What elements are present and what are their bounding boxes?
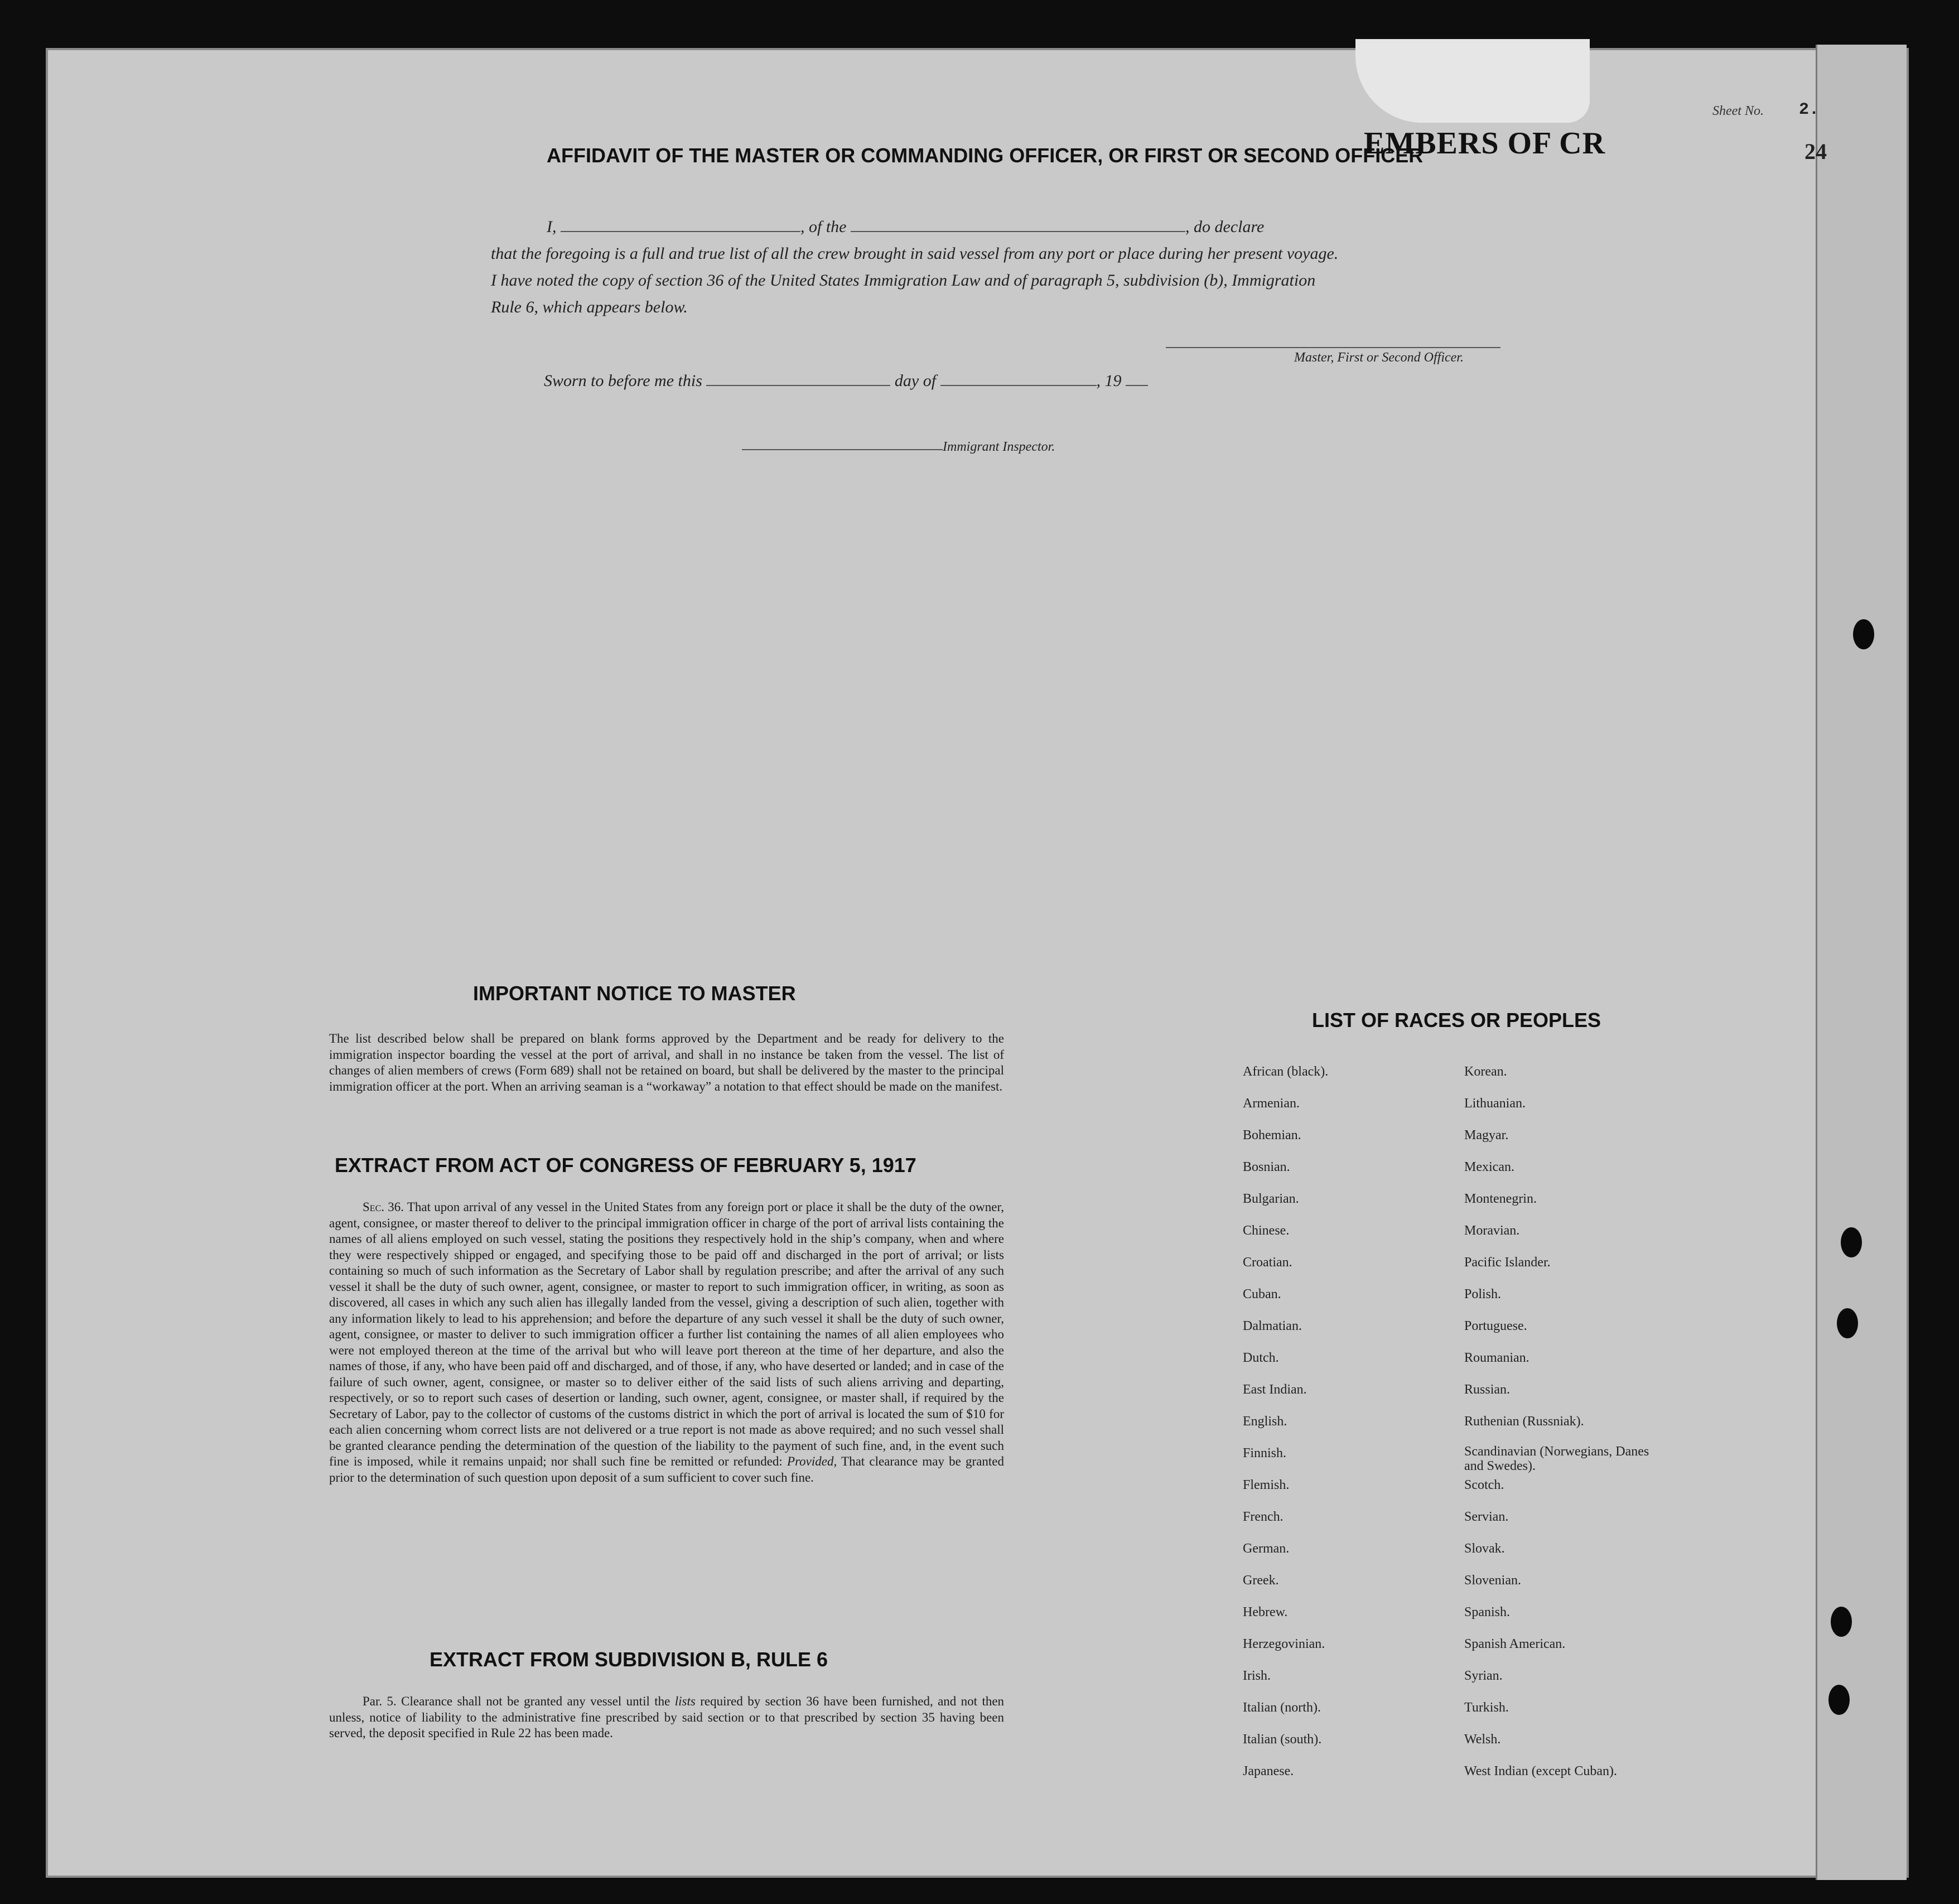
race-item: Scandinavian (Norwegians, Danes and Swedes). (1464, 1444, 1649, 1473)
extract-provided: Provided, (787, 1454, 837, 1468)
race-item: Greek. (1243, 1573, 1279, 1588)
race-item: English. (1243, 1414, 1287, 1429)
punch-hole (1831, 1607, 1852, 1637)
page-number: 24 (1804, 139, 1827, 164)
manifest-sheet (46, 48, 1909, 1878)
race-item: Polish. (1464, 1287, 1502, 1302)
underlying-sheet-edge (1816, 45, 1907, 1880)
affidavit-declaration-line (547, 218, 1264, 237)
extract-title: EXTRACT FROM ACT OF CONGRESS OF FEBRUARY 5, 1917 (335, 1154, 916, 1177)
race-item: African (black). (1243, 1064, 1329, 1079)
race-item: Japanese. (1243, 1764, 1294, 1778)
master-signature-caption: Master, First or Second Officer. (1294, 350, 1464, 365)
extract-body-end: That clearance may be granted prior to the determination of such question upon deposit of a sum sufficient to cover such fine. (329, 1454, 1005, 1484)
race-item: Moravian. (1464, 1223, 1520, 1238)
master-signature-line[interactable] (1166, 347, 1500, 348)
race-item: Chinese. (1243, 1223, 1290, 1238)
race-item: Bulgarian. (1243, 1192, 1299, 1206)
race-item: Irish. (1243, 1669, 1271, 1683)
race-item: French. (1243, 1510, 1284, 1524)
race-item: Korean. (1464, 1064, 1507, 1079)
race-item: Welsh. (1464, 1732, 1501, 1747)
affidavit-of-the-label: , of the (800, 218, 847, 236)
race-item: Italian (north). (1243, 1700, 1321, 1715)
race-item: Slovak. (1464, 1541, 1505, 1556)
race-item: Syrian. (1464, 1669, 1503, 1683)
race-item: Scotch. (1464, 1478, 1504, 1492)
affidavit-title: AFFIDAVIT OF THE MASTER OR COMMANDING OFFICER, OR FIRST OR SECOND OFFICER (547, 144, 1424, 167)
race-item: Magyar. (1464, 1128, 1509, 1143)
race-item: Pacific Islander. (1464, 1255, 1551, 1270)
sheet-number: 2. (1799, 100, 1820, 119)
punch-hole (1853, 619, 1874, 649)
race-item: Ruthenian (Russniak). (1464, 1414, 1584, 1429)
race-item: West Indian (except Cuban). (1464, 1764, 1617, 1778)
torn-list-heading: EMBERS OF CR (1364, 126, 1606, 161)
extract-section-label: Sec. 36. (363, 1200, 404, 1214)
rule-lists-word: lists (674, 1694, 696, 1708)
inspector-caption: Immigrant Inspector. (943, 440, 1055, 454)
race-item: Italian (south). (1243, 1732, 1322, 1747)
notice-title: IMPORTANT NOTICE TO MASTER (473, 982, 796, 1005)
race-item: Montenegrin. (1464, 1192, 1537, 1206)
sworn-prefix: Sworn to before me this (544, 372, 702, 390)
sworn-day-field[interactable] (706, 385, 890, 386)
rule-body-end: required by section 36 have been furnished, and not then unless, notice of liability to the administrative fine prescribed by said section or to that prescribed by section 35 having been served, the deposit specified in Rule 22 has been made. (329, 1694, 1005, 1740)
race-item: Spanish American. (1464, 1637, 1566, 1651)
race-item: Cuban. (1243, 1287, 1281, 1302)
punch-hole (1837, 1308, 1858, 1338)
race-item: Mexican. (1464, 1160, 1514, 1174)
master-name-field[interactable] (561, 231, 800, 232)
notice-body: The list described below shall be prepared on blank forms approved by the Department and be ready for delivery to the immigration inspector boarding the vessel at the port of arrival, and shall in no instance be taken from the vessel. The list of changes of alien members of crews (Form 689) shall not be retained on board, but shall be delivered by the master to the principal immigration officer at the port. When an arriving seaman is a “workaway” a notation to that effect should be made on the manifest. (329, 1031, 1004, 1093)
affidavit-line-2: that the foregoing is a full and true list of all the crew brought in said vessel from any port or place during her present voyage. (491, 244, 1339, 263)
rule-par-label: Par. 5. (363, 1694, 397, 1708)
race-item: Bosnian. (1243, 1160, 1290, 1174)
rule-body-text: Clearance shall not be granted any vessel until the (401, 1694, 670, 1708)
affidavit-do-declare-label: , do declare (1185, 218, 1265, 236)
race-item: Croatian. (1243, 1255, 1292, 1270)
race-item: German. (1243, 1541, 1290, 1556)
sworn-year-field[interactable] (1126, 385, 1148, 386)
rule-body (329, 1694, 1004, 1742)
sheet-number-label: Sheet No. (1712, 104, 1764, 118)
extract-body-text: That upon arrival of any vessel in the United States from any foreign port or place it shall be the duty of the owner, agent, consignee, or master thereof to deliver to the principal immigration officer in charge of the port of arrival lists containing the names of all aliens employed on such vessel, stating the positions they respectively hold in the ship’s company, when and where they were respectively shipped or engaged, and specifying those to be paid off and discharged in the port of arrival; or lists containing so much of such information as the Secretary of Labor shall by regulation prescribe; and after the arrival of any such vessel it shall be the duty of such owner, agent, consignee, or master to report to such immigration officer, in writing, as soon as discovered, all cases in which any such alien has illegally landed from the vessel, giving a description of such alien, together with any information likely to lead to his apprehension; and before the departure of any such vessel it shall be the duty of such owner, agent, consignee, or master to deliver to such immigration officer a further list containing the names of all alien employees who were not employed thereon at the time of the arrival but who will leave port thereon at the time of her departure, and also the names of those, if any, who have been paid off and discharged, and of those, if any, who have deserted or landed; and in case of the failure of such owner, agent, consignee, or master so to deliver either of the said lists of such aliens arriving and departing, respectively, or so to report such cases of desertion or landing, such owner, agent, consignee, or master shall, if required by the Secretary of Labor, pay to the collector of customs of the customs district in which the port of arrival is located the sum of $10 for each alien concerning whom correct lists are not delivered or a true report is not made as above required; and no such vessel shall be granted clearance pending the determination of the question of the liability to the payment of such fine, and, in the event such fine is imposed, while it remains unpaid; nor shall such fine be remitted or refunded: (329, 1200, 1004, 1468)
race-item: Roumanian. (1464, 1351, 1529, 1365)
affidavit-line-4: Rule 6, which appears below. (491, 298, 688, 316)
race-item: Finnish. (1243, 1446, 1287, 1460)
races-title: LIST OF RACES OR PEOPLES (1312, 1009, 1601, 1031)
race-item: Spanish. (1464, 1605, 1511, 1619)
sworn-day-of-label: day of (894, 372, 937, 390)
race-item: Slovenian. (1464, 1573, 1521, 1588)
race-item: East Indian. (1243, 1382, 1307, 1397)
race-item: Hebrew. (1243, 1605, 1288, 1619)
affidavit-line-3: I have noted the copy of section 36 of the United States Immigration Law and of paragraph 5, subdivision (b), Immigration (491, 271, 1316, 290)
race-item: Herzegovinian. (1243, 1637, 1325, 1651)
race-item: Lithuanian. (1464, 1096, 1526, 1111)
torn-paper-area (1355, 39, 1590, 123)
sworn-year-label: , 19 (1096, 372, 1122, 390)
punch-hole (1828, 1685, 1850, 1715)
inspector-signature-line[interactable] (742, 449, 943, 450)
race-item: Armenian. (1243, 1096, 1300, 1111)
vessel-name-field[interactable] (851, 231, 1185, 232)
race-item: Bohemian. (1243, 1128, 1301, 1143)
extract-body (329, 1199, 1004, 1486)
punch-hole (1841, 1227, 1862, 1257)
race-item: Dalmatian. (1243, 1319, 1302, 1333)
race-item: Russian. (1464, 1382, 1511, 1397)
race-item: Dutch. (1243, 1351, 1279, 1365)
race-item: Portuguese. (1464, 1319, 1527, 1333)
sworn-month-field[interactable] (940, 385, 1097, 386)
affidavit-i-label: I, (547, 218, 557, 236)
race-item: Flemish. (1243, 1478, 1290, 1492)
race-item: Servian. (1464, 1510, 1509, 1524)
race-item: Turkish. (1464, 1700, 1509, 1715)
rule-title: EXTRACT FROM SUBDIVISION B, RULE 6 (430, 1648, 828, 1671)
sworn-line (544, 372, 1148, 391)
